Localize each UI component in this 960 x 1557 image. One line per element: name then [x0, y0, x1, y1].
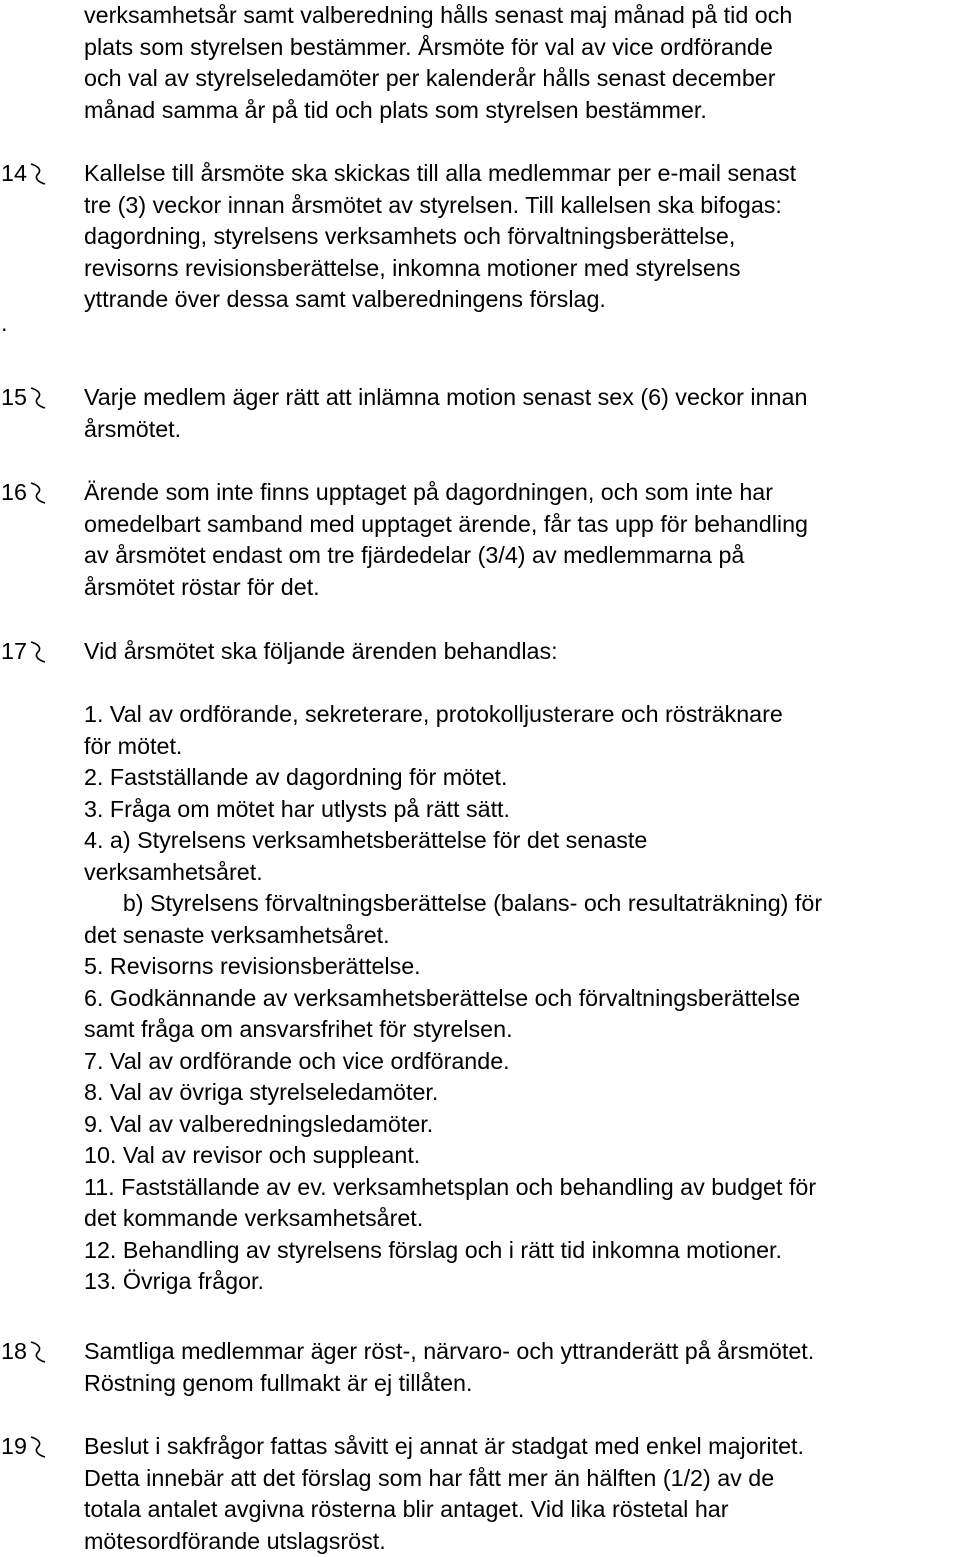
paragraph-sign-icon	[28, 641, 46, 663]
list-item: 1. Val av ordförande, sekreterare, protokolljusterare och rösträknare	[84, 701, 783, 727]
text-line: Samtliga medlemmar äger röst-, närvaro- och yttranderätt på årsmötet.	[84, 1338, 815, 1364]
text-line: Ärende som inte finns upptaget på dagordningen, och som inte har	[84, 479, 774, 505]
text-line: plats som styrelsen bestämmer. Årsmöte för val av vice ordförande	[84, 33, 773, 60]
paragraph-sign-icon	[28, 387, 46, 409]
section-number-text: 15	[1, 384, 27, 410]
list-item: 4. a) Styrelsens verksamhetsberättelse för det senaste	[84, 827, 648, 853]
paragraph-sign-icon	[28, 482, 46, 504]
text-line: totala antalet avgivna rösterna blir antaget. Vid lika röstetal har	[84, 1496, 729, 1522]
list-item: 6. Godkännande av verksamhetsberättelse och förvaltningsberättelse	[84, 984, 801, 1011]
text-line: Detta innebär att det förslag som har fått mer än hälften (1/2) av de	[84, 1464, 775, 1491]
list-item: 2. Fastställande av dagordning för mötet.	[84, 764, 508, 790]
paragraph-sign-icon	[28, 1436, 46, 1458]
text-line: dagordning, styrelsens verksamhets och förvaltningsberättelse,	[84, 223, 736, 249]
section-text	[84, 158, 960, 316]
text-line: av årsmötet endast om tre fjärdedelar (3/4) av medlemmarna på	[84, 542, 745, 568]
section-number-text: 17	[1, 638, 27, 664]
text-line: månad samma år på tid och plats som styrelsen bestämmer.	[84, 96, 707, 123]
text-line: årsmötet röstar för det.	[84, 573, 320, 600]
list-item: det kommande verksamhetsåret.	[84, 1205, 424, 1231]
text-line: verksamhetsår samt valberedning hålls senast maj månad på tid och	[84, 2, 793, 28]
section-text	[84, 636, 960, 668]
section-text	[84, 1431, 960, 1557]
section-number-text: 19	[1, 1433, 27, 1459]
list-item: b) Styrelsens förvaltningsberättelse (balans- och resultaträkning) för	[84, 890, 823, 916]
intro-text	[84, 0, 960, 126]
list-item: 10. Val av revisor och suppleant.	[84, 1142, 421, 1168]
section-number-text: 18	[1, 1338, 27, 1364]
list-item: det senaste verksamhetsåret.	[84, 921, 390, 948]
list-item: 12. Behandling av styrelsens förslag och i rätt tid inkomna motioner.	[84, 1236, 782, 1263]
text-line: och val av styrelseledamöter per kalenderår hålls senast december	[84, 65, 776, 91]
section-number	[1, 1336, 46, 1368]
text-line: Vid årsmötet ska följande ärenden behandlas:	[84, 638, 558, 664]
list-item: verksamhetsåret.	[84, 858, 263, 885]
list-item: 13. Övriga frågor.	[84, 1268, 264, 1294]
list-item: 3. Fråga om mötet har utlysts på rätt sätt.	[84, 795, 510, 822]
text-line: Varje medlem äger rätt att inlämna motion senast sex (6) veckor innan	[84, 384, 808, 410]
text-line: revisorns revisionsberättelse, inkomna motioner med styrelsens	[84, 254, 741, 281]
text-line: yttrande över dessa samt valberedningens förslag.	[84, 286, 606, 312]
list-item: 7. Val av ordförande och vice ordförande.	[84, 1047, 510, 1074]
paragraph-sign-icon	[28, 163, 46, 185]
section-number	[1, 1431, 46, 1463]
text-line: årsmötet.	[84, 415, 182, 442]
list-item: 8. Val av övriga styrelseledamöter.	[84, 1079, 439, 1105]
text-line: Röstning genom fullmakt är ej tillåten.	[84, 1369, 473, 1396]
section-number-text: 14	[1, 160, 27, 186]
list-item: samt fråga om ansvarsfrihet för styrelsen.	[84, 1016, 513, 1042]
text-line: Kallelse till årsmöte ska skickas till alla medlemmar per e-mail senast	[84, 160, 797, 186]
list-item: 11. Fastställande av ev. verksamhetsplan och behandling av budget för	[84, 1173, 817, 1200]
list-item: 5. Revisorns revisionsberättelse.	[84, 953, 421, 979]
section-number	[1, 158, 46, 190]
section-number-text: 16	[1, 479, 27, 505]
text-line: tre (3) veckor innan årsmötet av styrelsen. Till kallelsen ska bifogas:	[84, 191, 782, 218]
section-text	[84, 1336, 960, 1399]
list-item: för mötet.	[84, 732, 183, 759]
agenda-list	[84, 699, 960, 1298]
list-item: 9. Val av valberedningsledamöter.	[84, 1110, 434, 1137]
text-line: mötesordförande utslagsröst.	[84, 1527, 386, 1554]
section-text	[84, 477, 960, 603]
paragraph-sign-icon	[28, 1341, 46, 1363]
stray-mark: .	[1, 310, 8, 336]
section-number	[1, 382, 46, 414]
section-number	[1, 477, 46, 509]
section-number	[1, 636, 46, 668]
section-text	[84, 382, 960, 445]
text-line: omedelbart samband med upptaget ärende, får tas upp för behandling	[84, 510, 808, 537]
text-line: Beslut i sakfrågor fattas såvitt ej annat är stadgat med enkel majoritet.	[84, 1433, 804, 1459]
